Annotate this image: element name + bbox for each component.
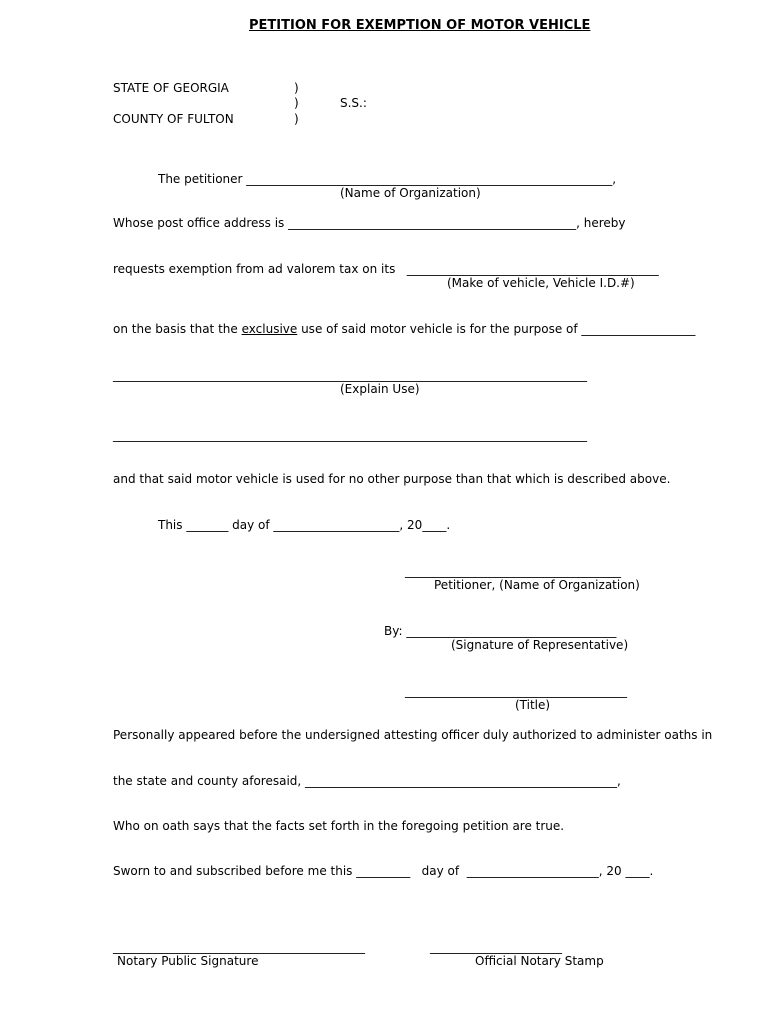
venue-paren-1: )	[294, 81, 299, 95]
notary-stamp-label: Official Notary Stamp	[475, 954, 604, 968]
explain-caption: (Explain Use)	[340, 382, 420, 396]
notary-signature-label: Notary Public Signature	[117, 954, 259, 968]
petitioner-caption: (Name of Organization)	[340, 186, 481, 200]
address-line[interactable]: Whose post office address is ________________________________________________, hereby	[113, 216, 626, 230]
title-signature-caption: (Title)	[515, 698, 551, 712]
purpose-emphasis: exclusive	[241, 322, 298, 336]
notary-signature-line[interactable]: __________________________________________	[113, 940, 365, 954]
exemption-line[interactable]: requests exemption from ad valorem tax on its __________________________________________	[113, 262, 659, 276]
notary-stamp-line[interactable]: ______________________	[430, 940, 562, 954]
petitioner-signature-caption: Petitioner, (Name of Organization)	[434, 578, 640, 592]
explain-line-2[interactable]: _______________________________________________________________________________	[113, 428, 587, 442]
representative-signature-caption: (Signature of Representative)	[451, 638, 629, 652]
venue-paren-3: )	[294, 112, 299, 126]
petitioner-line[interactable]: The petitioner _____________________________________________________________,	[158, 172, 617, 186]
purpose-after: use of said motor vehicle is for the purpose of ___________________	[297, 322, 696, 336]
date-line[interactable]: This _______ day of _____________________, 20____.	[158, 518, 451, 532]
document-title: PETITION FOR EXEMPTION OF MOTOR VEHICLE	[249, 18, 591, 33]
venue-county: COUNTY OF FULTON	[113, 112, 234, 126]
venue-ss: S.S.:	[340, 96, 367, 110]
purpose-line[interactable]	[113, 322, 695, 336]
title-signature-line[interactable]: _____________________________________	[405, 684, 627, 698]
exemption-caption: (Make of vehicle, Vehicle I.D.#)	[447, 276, 635, 290]
no-other-purpose-text: and that said motor vehicle is used for no other purpose than that which is described above.	[113, 472, 671, 486]
notary-state-county-line[interactable]: the state and county aforesaid, ____________________________________________________,	[113, 774, 621, 788]
representative-signature-line[interactable]: By: ___________________________________	[384, 624, 617, 638]
notary-sworn-line[interactable]: Sworn to and subscribed before me this _________ day of ______________________, 20 ____.	[113, 864, 654, 878]
petitioner-signature-line[interactable]: ____________________________________	[405, 564, 621, 578]
venue-state: STATE OF GEORGIA	[113, 81, 229, 95]
explain-line-1[interactable]: _______________________________________________________________________________	[113, 368, 587, 382]
purpose-before: on the basis that the	[113, 322, 242, 336]
notary-appeared-text: Personally appeared before the undersigned attesting officer duly authorized to administer oaths in	[113, 728, 713, 742]
notary-oath-text: Who on oath says that the facts set forth in the foregoing petition are true.	[113, 819, 565, 833]
venue-paren-2: )	[294, 96, 299, 110]
